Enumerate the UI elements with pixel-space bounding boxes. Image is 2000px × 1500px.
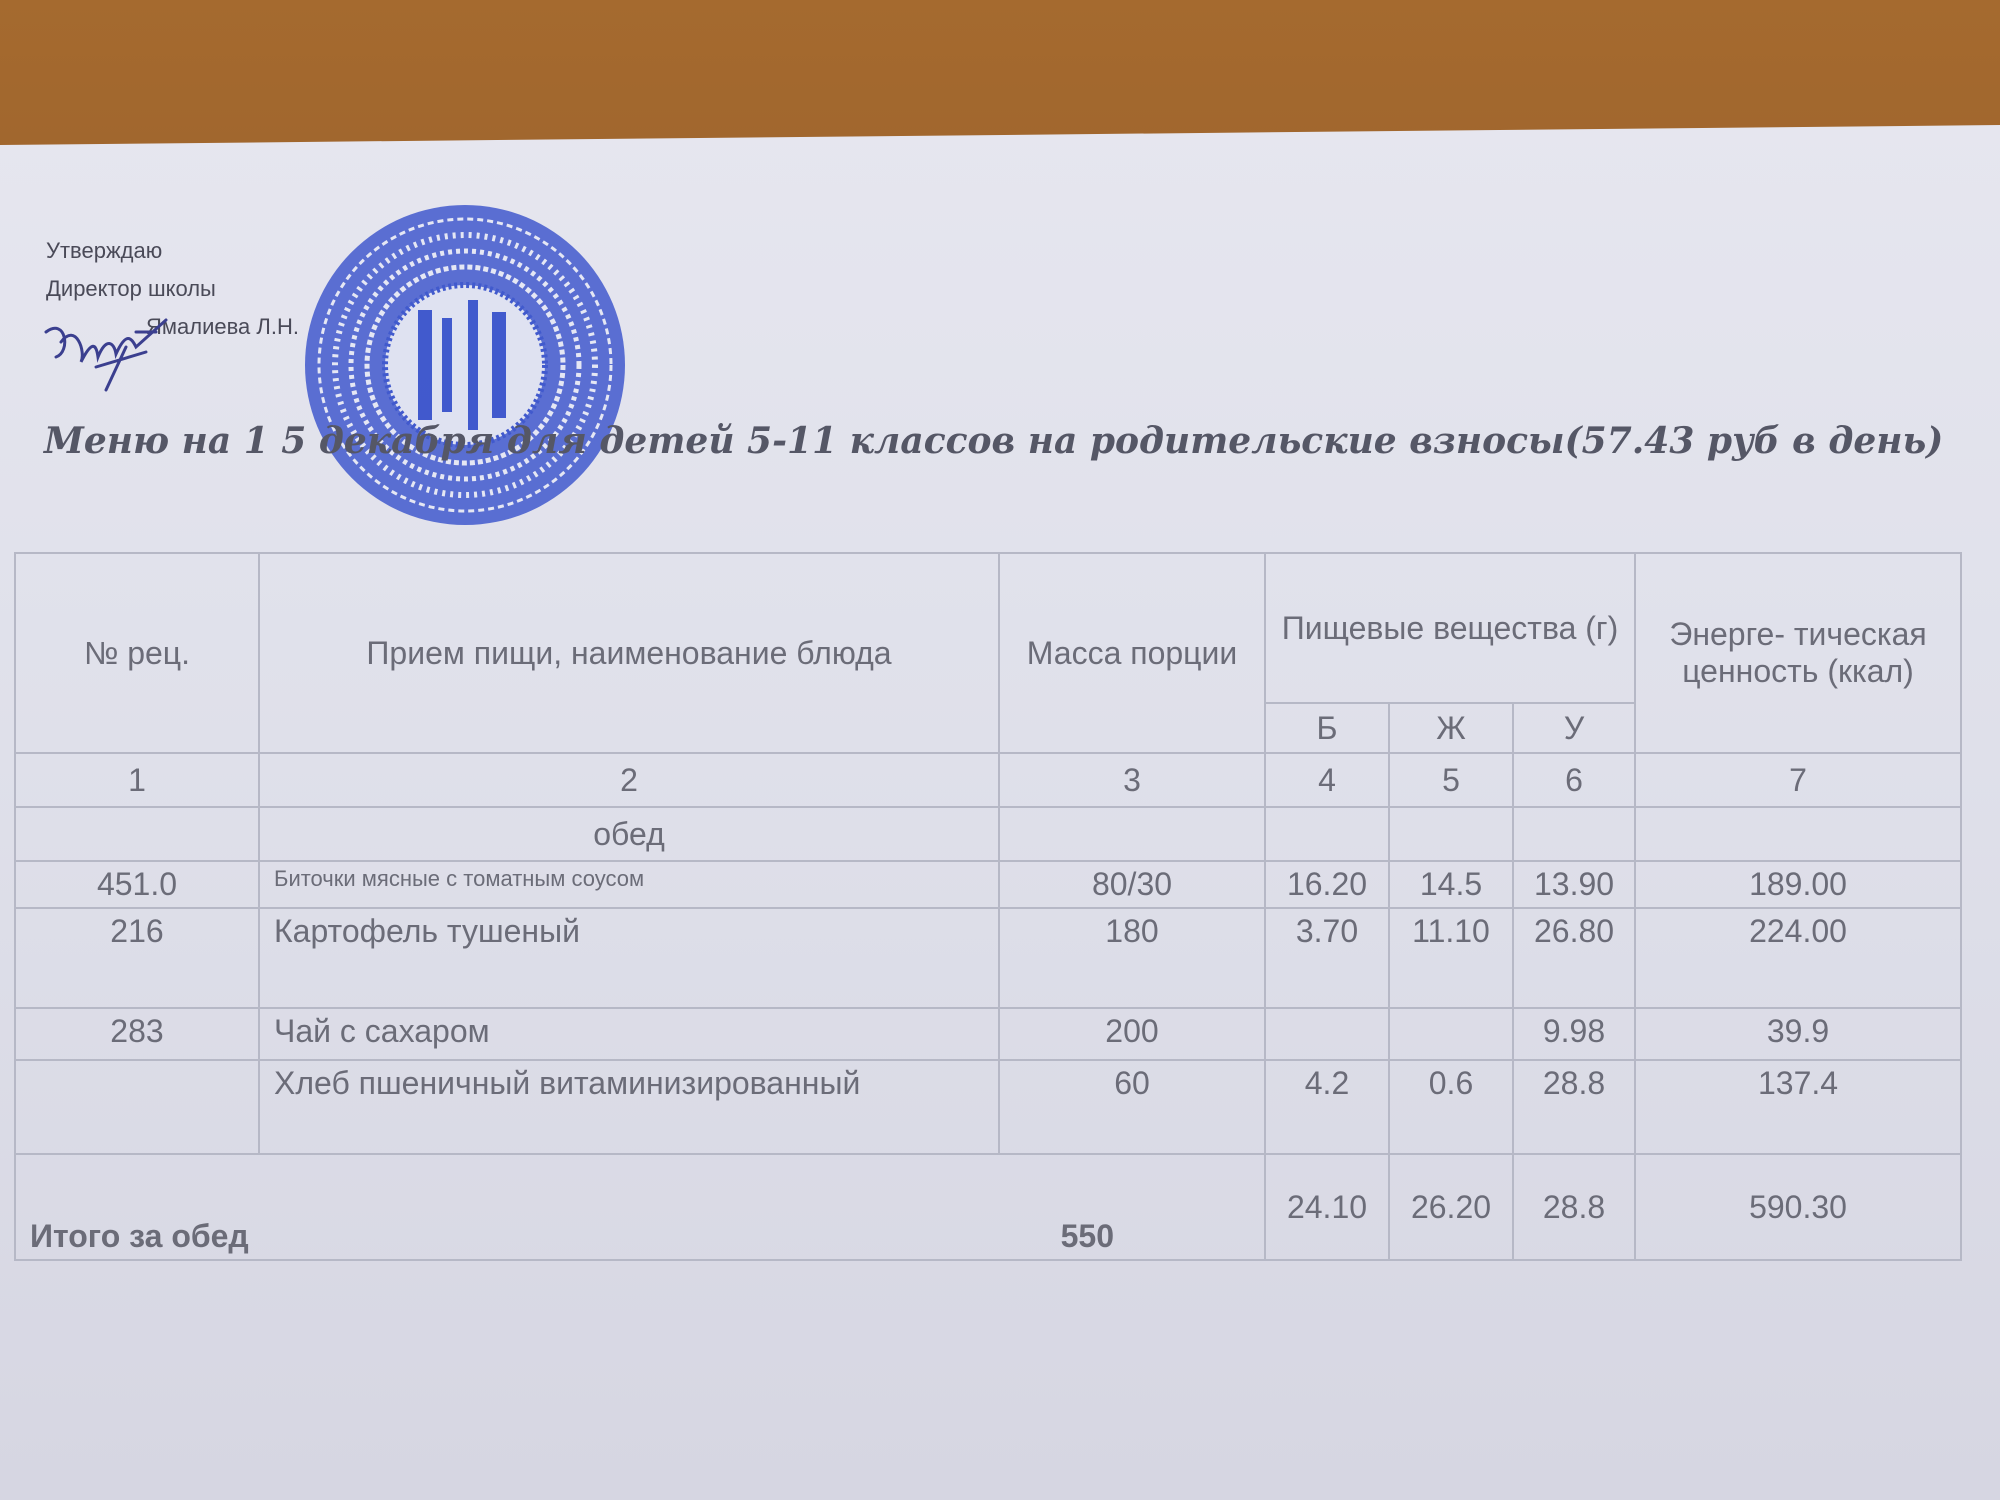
rec-number: 451.0 bbox=[15, 861, 259, 908]
protein-value: 4.2 bbox=[1265, 1060, 1389, 1154]
menu-table bbox=[14, 552, 1962, 1261]
total-protein: 24.10 bbox=[1265, 1154, 1389, 1260]
header-mass: Масса порции bbox=[999, 553, 1265, 753]
protein-value: 3.70 bbox=[1265, 908, 1389, 1008]
approval-position: Директор школы bbox=[46, 276, 216, 301]
total-label-cell bbox=[15, 1154, 1265, 1260]
approval-name: Ямалиева Л.Н. bbox=[146, 314, 299, 339]
rec-number bbox=[15, 1060, 259, 1154]
header-rec-no: № рец. bbox=[15, 553, 259, 753]
header-nutrients: Пищевые вещества (г) bbox=[1265, 553, 1635, 703]
table-row bbox=[15, 1060, 1961, 1154]
portion-mass: 60 bbox=[999, 1060, 1265, 1154]
column-number: 5 bbox=[1389, 753, 1513, 807]
column-number-row bbox=[15, 753, 1961, 807]
total-label: Итого за обед bbox=[30, 1218, 249, 1254]
header-u: У bbox=[1513, 703, 1635, 753]
energy-value: 224.00 bbox=[1635, 908, 1961, 1008]
column-number: 4 bbox=[1265, 753, 1389, 807]
total-carb: 28.8 bbox=[1513, 1154, 1635, 1260]
section-row bbox=[15, 807, 1961, 861]
table-row bbox=[15, 908, 1961, 1008]
carb-value: 9.98 bbox=[1513, 1008, 1635, 1060]
protein-value bbox=[1265, 1008, 1389, 1060]
carb-value: 13.90 bbox=[1513, 861, 1635, 908]
portion-mass: 200 bbox=[999, 1008, 1265, 1060]
table-row bbox=[15, 1008, 1961, 1060]
total-row bbox=[15, 1154, 1961, 1260]
total-energy: 590.30 bbox=[1635, 1154, 1961, 1260]
total-mass: 550 bbox=[1060, 1218, 1114, 1254]
column-number: 7 bbox=[1635, 753, 1961, 807]
carb-value: 28.8 bbox=[1513, 1060, 1635, 1154]
energy-value: 137.4 bbox=[1635, 1060, 1961, 1154]
protein-value: 16.20 bbox=[1265, 861, 1389, 908]
column-number: 1 bbox=[15, 753, 259, 807]
header-dish: Прием пищи, наименование блюда bbox=[259, 553, 999, 753]
approval-title: Утверждаю bbox=[46, 238, 163, 263]
energy-value: 189.00 bbox=[1635, 861, 1961, 908]
column-number: 6 bbox=[1513, 753, 1635, 807]
fat-value: 0.6 bbox=[1389, 1060, 1513, 1154]
table-row bbox=[15, 861, 1961, 908]
energy-value: 39.9 bbox=[1635, 1008, 1961, 1060]
fat-value bbox=[1389, 1008, 1513, 1060]
portion-mass: 180 bbox=[999, 908, 1265, 1008]
fat-value: 14.5 bbox=[1389, 861, 1513, 908]
carb-value: 26.80 bbox=[1513, 908, 1635, 1008]
section-label: обед bbox=[259, 807, 999, 861]
header-zh: Ж bbox=[1389, 703, 1513, 753]
header-row bbox=[15, 553, 1961, 703]
column-number: 2 bbox=[259, 753, 999, 807]
dish-name: Биточки мясные с томатным соусом bbox=[259, 861, 999, 908]
header-b: Б bbox=[1265, 703, 1389, 753]
signature bbox=[36, 312, 176, 392]
school-stamp bbox=[300, 200, 630, 530]
menu-title: Меню на 1 5 декабря для детей 5-11 классов на родительские взносы(57.43 руб в день) bbox=[44, 420, 1944, 462]
rec-number: 283 bbox=[15, 1008, 259, 1060]
portion-mass: 80/30 bbox=[999, 861, 1265, 908]
header-energy: Энерге- тическая ценность (ккал) bbox=[1635, 553, 1961, 753]
total-fat: 26.20 bbox=[1389, 1154, 1513, 1260]
dish-name: Картофель тушеный bbox=[259, 908, 999, 1008]
fat-value: 11.10 bbox=[1389, 908, 1513, 1008]
rec-number: 216 bbox=[15, 908, 259, 1008]
dish-name: Хлеб пшеничный витаминизированный bbox=[259, 1060, 999, 1154]
dish-name: Чай с сахаром bbox=[259, 1008, 999, 1060]
column-number: 3 bbox=[999, 753, 1265, 807]
